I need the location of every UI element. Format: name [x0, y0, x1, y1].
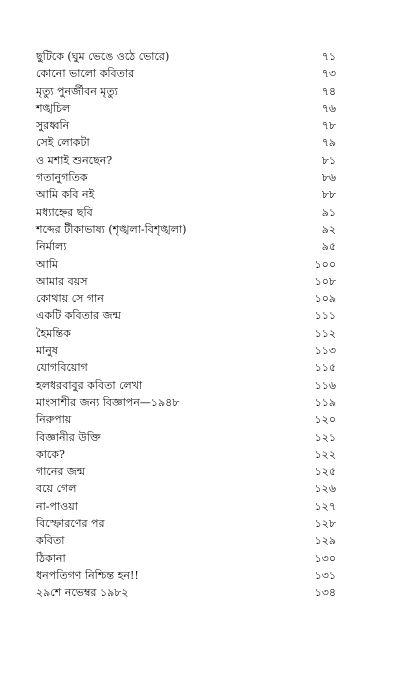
- table-of-contents: [36, 48, 336, 602]
- toc-entry-page: ৯৫: [321, 240, 336, 254]
- toc-entry: [36, 48, 336, 65]
- toc-entry: [36, 480, 336, 497]
- toc-entry-page: ৯২: [321, 222, 336, 236]
- toc-entry-title: না-পাওয়া: [36, 499, 78, 513]
- toc-entry-page: ৭১: [321, 50, 336, 63]
- toc-entry-page: ৯১: [321, 205, 336, 219]
- toc-entry: [36, 100, 336, 117]
- toc-entry: [36, 359, 336, 376]
- toc-entry-page: ১২১: [314, 430, 336, 444]
- toc-entry-title: ২৯শে নভেম্বর ১৯৮২: [36, 586, 129, 600]
- toc-entry-page: ১৩৪: [314, 586, 336, 600]
- toc-entry-page: ৭৬: [321, 101, 336, 115]
- toc-entry: [36, 152, 336, 169]
- toc-entry-title: ছুটিকে (ঘুম ভেঙে ওঠে ভোরে): [36, 50, 170, 63]
- toc-entry-page: ১১২: [314, 326, 336, 340]
- toc-entry-page: ১২৮: [314, 517, 336, 531]
- toc-entry-title: বয়ে গেল: [36, 482, 77, 496]
- toc-entry: [36, 83, 336, 100]
- toc-entry-title: ঠিকানা: [36, 551, 66, 565]
- toc-entry-title: বিস্ফোরণের পর: [36, 517, 105, 531]
- toc-entry-page: ১২৯: [314, 534, 336, 548]
- toc-entry-title: মৃত্যু পুনর্জীবন মৃত্যু: [36, 84, 118, 98]
- toc-entry-page: ৭৮: [321, 119, 336, 133]
- toc-entry: [36, 550, 336, 567]
- toc-entry-title: গানের জন্ম: [36, 465, 86, 479]
- toc-entry: [36, 463, 336, 480]
- toc-entry-title: আমি: [36, 257, 59, 271]
- toc-entry: [36, 342, 336, 359]
- toc-entry-page: ৮৮: [321, 188, 336, 202]
- toc-entry-page: ৭৯: [321, 136, 336, 150]
- toc-entry: [36, 567, 336, 584]
- toc-entry-page: ১১৫: [314, 361, 336, 375]
- toc-entry: [36, 221, 336, 238]
- toc-entry: [36, 238, 336, 255]
- toc-entry: [36, 584, 336, 601]
- toc-entry-title: কাকে?: [36, 447, 65, 461]
- toc-entry-title: কোনো ভালো কবিতার: [36, 67, 135, 81]
- toc-entry-title: আমি কবি নই: [36, 188, 95, 202]
- toc-entry-title: কোথায় সে গান: [36, 292, 104, 306]
- toc-entry: [36, 290, 336, 307]
- toc-entry-page: ১৩১: [314, 568, 336, 582]
- toc-entry-title: মাংসাশীর জন্য বিজ্ঞাপন—১৯৪৮: [36, 395, 180, 409]
- toc-entry-page: ৭৩: [321, 67, 336, 81]
- toc-entry: [36, 498, 336, 515]
- toc-entry-page: ১২৫: [314, 465, 336, 479]
- toc-entry-title: গতানুগতিক: [36, 171, 88, 185]
- toc-entry-title: সেই লোকটা: [36, 136, 90, 150]
- toc-entry: [36, 411, 336, 428]
- toc-entry-page: ১২০: [314, 413, 336, 427]
- toc-entry-title: সুরধ্বনি: [36, 119, 70, 133]
- toc-entry: [36, 446, 336, 463]
- toc-entry-title: নির্মাল্য: [36, 240, 67, 254]
- toc-entry: [36, 377, 336, 394]
- toc-entry: [36, 515, 336, 532]
- toc-entry-title: কবিতা: [36, 534, 65, 548]
- toc-entry: [36, 532, 336, 549]
- toc-entry: [36, 169, 336, 186]
- toc-entry: [36, 429, 336, 446]
- toc-entry-title: একটি কবিতার জন্ম: [36, 309, 121, 323]
- toc-entry: [36, 204, 336, 221]
- toc-entry-page: ১৩০: [314, 551, 336, 565]
- toc-entry-title: যোগবিয়োগ: [36, 361, 88, 375]
- toc-entry-page: ১২২: [314, 447, 336, 461]
- toc-entry-title: হৈমন্তিক: [36, 326, 71, 340]
- toc-entry-title: শঙ্খচিল: [36, 101, 71, 115]
- toc-entry-page: ১০০: [314, 257, 336, 271]
- toc-entry-page: ৮১: [321, 153, 336, 167]
- toc-entry-title: আমার বয়স: [36, 274, 88, 288]
- toc-entry: [36, 117, 336, 134]
- toc-entry: [36, 394, 336, 411]
- toc-entry-title: হলধরবাবুর কবিতা লেখা: [36, 378, 143, 392]
- toc-entry-title: মধ্যাহ্নের ছবি: [36, 205, 93, 219]
- toc-entry-title: শব্দের টীকাভাষ্য (শৃঙ্খলা-বিশৃঙ্খলা): [36, 222, 187, 236]
- toc-entry-page: ১২৭: [314, 499, 336, 513]
- toc-entry-title: ধনপতিগণ নিশ্চিন্ত হন!!: [36, 568, 139, 582]
- toc-entry-page: ১১৬: [314, 378, 336, 392]
- toc-entry: [36, 134, 336, 151]
- toc-entry: [36, 307, 336, 324]
- toc-entry: [36, 65, 336, 82]
- toc-entry: [36, 186, 336, 203]
- toc-entry-title: বিজ্ঞানীর উক্তি: [36, 430, 101, 444]
- toc-entry-title: নিরুপায়: [36, 413, 72, 427]
- toc-entry-page: ১০৮: [314, 274, 336, 288]
- toc-entry-page: ৭৪: [321, 84, 336, 98]
- toc-entry: [36, 273, 336, 290]
- toc-entry-title: ও মশাই শুনছেন?: [36, 153, 113, 167]
- toc-entry-page: ১০৯: [314, 292, 336, 306]
- toc-entry-page: ১২৬: [314, 482, 336, 496]
- toc-entry: [36, 256, 336, 273]
- toc-entry-page: ১১৩: [314, 344, 336, 358]
- toc-entry-title: মানুষ: [36, 344, 58, 358]
- toc-entry-page: ১১৯: [314, 395, 336, 409]
- toc-entry: [36, 325, 336, 342]
- toc-entry-page: ৮৬: [321, 171, 336, 185]
- toc-entry-page: ১১১: [314, 309, 336, 323]
